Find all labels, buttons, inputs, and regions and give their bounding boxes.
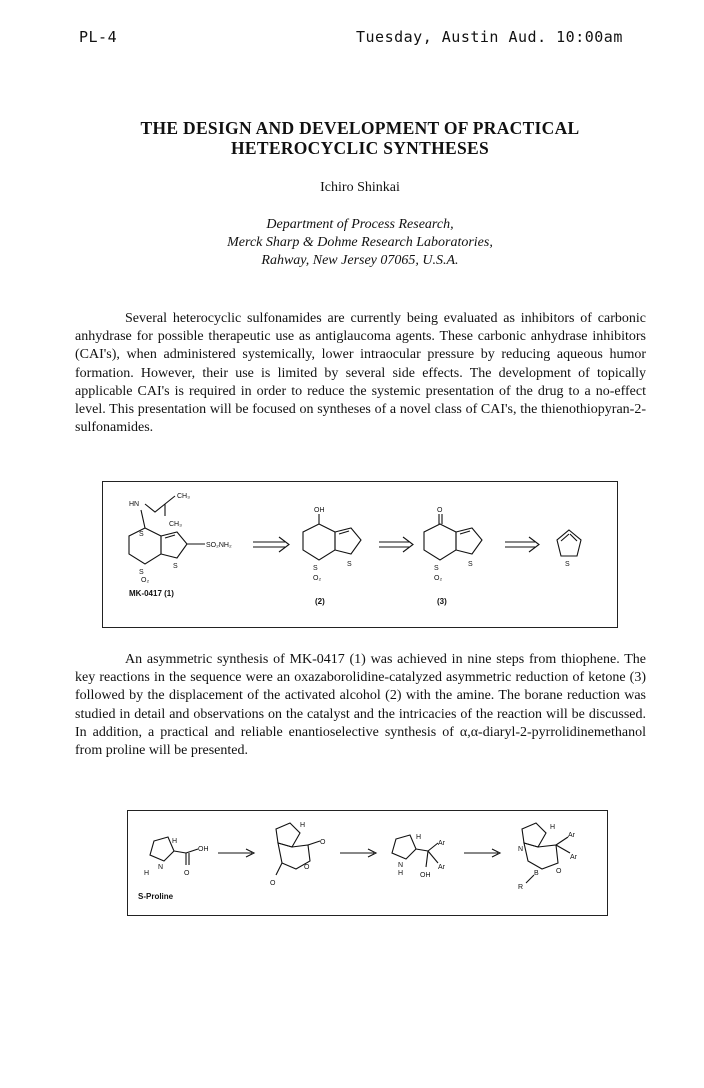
thiophene-s-label: S [565, 561, 570, 568]
diarylprolinol-structure [392, 834, 446, 879]
scheme-2-drawing [128, 811, 607, 915]
o2-label-1: O₂ [141, 577, 150, 584]
prolinol-h-atom: H [416, 834, 422, 841]
compound-3-structure [424, 507, 482, 606]
proline-n-atom: N [158, 864, 164, 871]
proline-structure [138, 837, 209, 901]
prolinol-nh-atom: H [398, 870, 404, 877]
compound-3-ring-s: S [434, 565, 439, 572]
alkyl-chain [145, 496, 175, 512]
mk0417-structure [129, 493, 232, 598]
compound-3-label: (3) [437, 597, 447, 606]
stereo-s-label: S [139, 531, 144, 538]
compound-2-s-atom: S [347, 561, 352, 568]
oxazaborolidine-structure [518, 823, 578, 891]
page-code: PL-4 [79, 28, 118, 46]
proline-oh-atom: OH [198, 846, 209, 853]
thiophene-structure [557, 530, 581, 568]
carbonyl-o-atom: O [184, 870, 190, 877]
prolinol-ar-atom-2: Ar [438, 864, 445, 871]
scheme-2-arrow-3 [464, 849, 500, 857]
ring-s-atom: S [139, 569, 144, 576]
reaction-arrow-1 [253, 537, 289, 552]
affiliation-line-2: Merck Sharp & Dohme Research Laboratories, [227, 235, 493, 250]
scheme-1-figure [102, 481, 618, 628]
proline-h-atom: H [172, 838, 178, 845]
prolinol-ar-atom-1: Ar [438, 840, 445, 847]
oxazaborolidine-o-atom: O [556, 868, 562, 875]
ch3-atom-2: CH₃ [169, 521, 182, 528]
proline-label: S-Proline [138, 892, 174, 901]
scheme-2-arrow-2 [340, 849, 376, 857]
compound-3-s-atom: S [468, 561, 473, 568]
compound-1-label: MK-0417 (1) [129, 589, 174, 598]
hn-atom: HN [129, 501, 140, 508]
ketone-o-atom: O [437, 507, 443, 514]
prolinol-oh-atom: OH [420, 872, 431, 879]
oxazaborolidine-b-atom: B [534, 870, 539, 877]
oxazaborolidine-r-atom: R [518, 884, 524, 891]
affiliation-line-1: Department of Process Research, [266, 217, 454, 232]
compound-2-label: (2) [315, 597, 325, 606]
author: Ichiro Shinkai [320, 180, 400, 195]
paper-title [60, 118, 660, 158]
oxazaborolidine-ar-atom-2: Ar [570, 854, 577, 861]
reaction-arrow-2 [379, 537, 413, 552]
anhydride-o-atom-3: O [304, 864, 310, 871]
anhydride-o-atom-2: O [270, 880, 276, 887]
oh-atom: OH [314, 507, 325, 514]
proline-nh-atom: H [144, 870, 150, 877]
reaction-arrow-3 [505, 537, 539, 552]
title-line-1: THE DESIGN AND DEVELOPMENT OF PRACTICAL [140, 118, 580, 138]
o2-label-3: O₂ [434, 575, 443, 582]
sulfonamide-group: SO₂NH₂ [206, 542, 232, 549]
affiliation-line-3: Rahway, New Jersey 07065, U.S.A. [261, 253, 459, 268]
o2-label-2: O₂ [313, 575, 322, 582]
scheme-2-arrow-1 [218, 849, 254, 857]
ch3-atom-1: CH₃ [177, 493, 190, 500]
compound-2-structure [303, 507, 361, 606]
thiophene-ring [161, 532, 187, 558]
bicyclic-h-atom: H [300, 822, 306, 829]
compound-2-ring-s: S [313, 565, 318, 572]
title-line-2: HETEROCYCLIC SYNTHESES [231, 138, 489, 158]
bicyclic-anhydride-structure [270, 822, 326, 887]
oxazaborolidine-n-atom: N [518, 846, 524, 853]
thiopyran-ring [129, 528, 161, 564]
prolinol-n-atom: N [398, 862, 404, 869]
scheme-2-figure [127, 810, 608, 916]
oxazaborolidine-ar-atom-1: Ar [568, 832, 575, 839]
thiophene-s-atom: S [173, 563, 178, 570]
oxazaborolidine-h-atom: H [550, 824, 556, 831]
session-info: Tuesday, Austin Aud. 10:00am [356, 28, 623, 46]
abstract-paragraph-1: Several heterocyclic sulfonamides are currently being evaluated as inhibitors of carbonic anhydrase for possible therapeutic use as antiglaucoma agents. These carbonic anhydrase inhibitors (CAI's), when administered systemically, lower intraocular pressure by reducing aqueous humor formation. However, their use is limited by several side effects. The development of topically applicable CAI's is required in order to reduce the systemic presentation of the drug to a no-effect level. This presentation will be focused on syntheses of a novel class of CAI's, the thienothiopyran-2-sulfonamides. [75, 311, 646, 436]
scheme-1-drawing [103, 482, 617, 627]
abstract-paragraph-2: An asymmetric synthesis of MK-0417 (1) was achieved in nine steps from thiophene. The key reactions in the sequence were an oxazaborolidine-catalyzed asymmetric reduction of ketone (3) followed by the displacement of the activated alcohol (2) with the amine. The borane reduction was studied in detail and observations on the catalyst and the intricacies of the reaction will be discussed. In addition, a practical and reliable enantioselective synthesis of α,α-diaryl-2-pyrrolidinemethanol from proline will be presented. [75, 652, 646, 759]
affiliation [60, 216, 660, 270]
anhydride-o-atom-1: O [320, 839, 326, 846]
